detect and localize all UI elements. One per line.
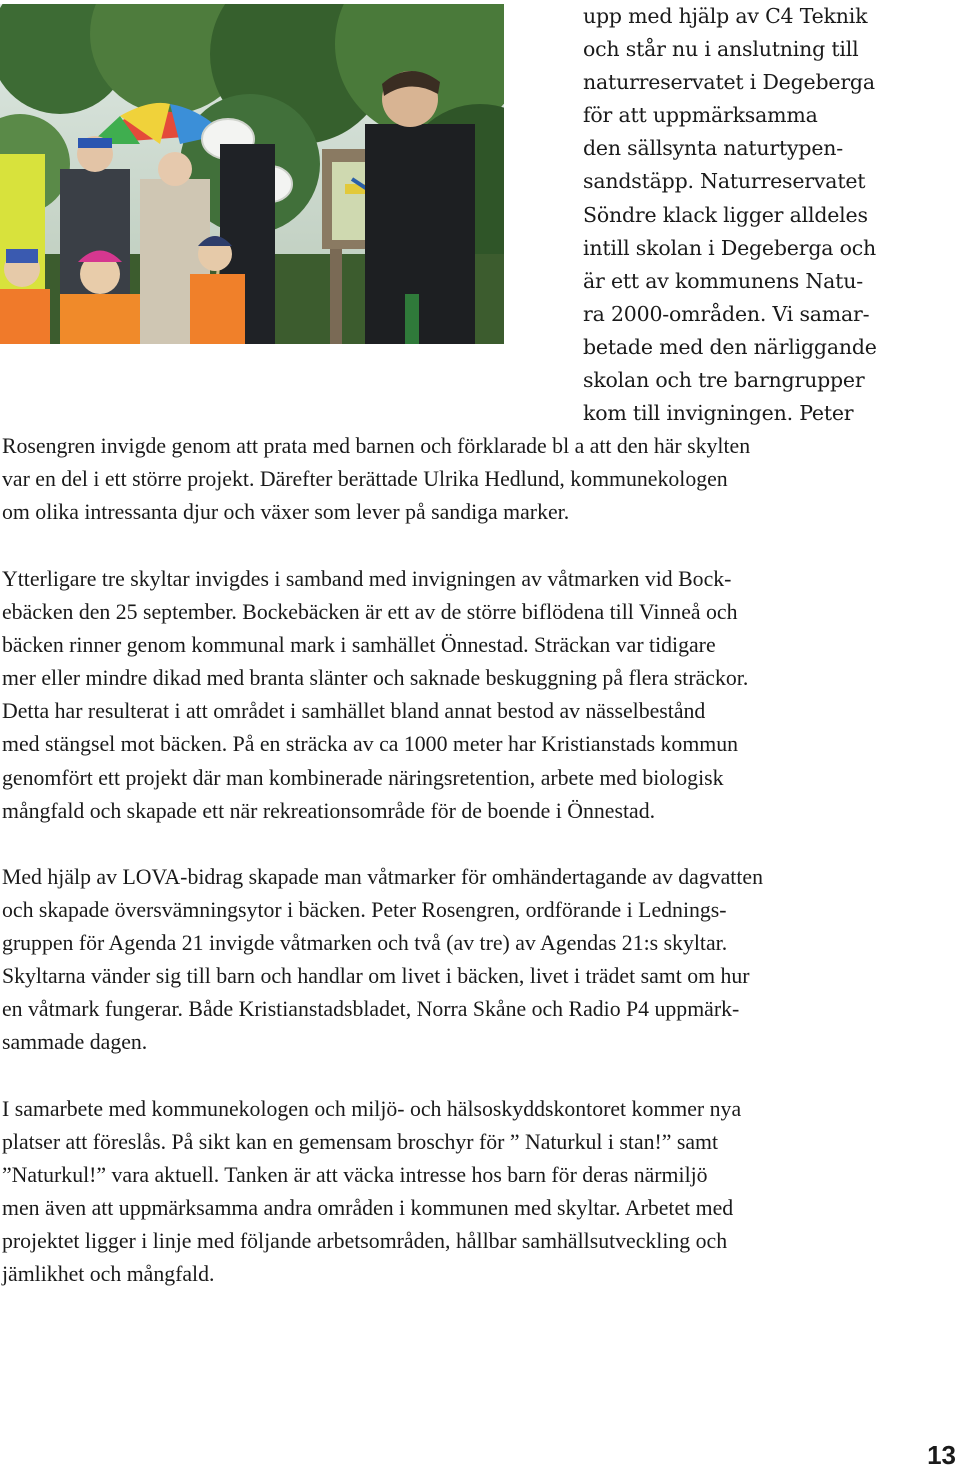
text-line: betade med den närliggande — [583, 334, 877, 359]
text-line: och skapade översvämningsytor i bäcken. Peter Rosengren, ordförande i Lednings- — [2, 898, 727, 923]
text-line: gruppen för Agenda 21 invigde våtmarken och två (av tre) av Agendas 21:s skyltar. — [2, 931, 728, 956]
text-line: kom till invigningen. Peter — [583, 401, 854, 426]
text-line: och står nu i anslutning till — [583, 37, 859, 62]
text-line: genomfört ett projekt där man kombinerade näringsretention, arbete med biologisk — [2, 765, 724, 790]
text-line: med stängsel mot bäcken. På en sträcka av ca 1000 meter har Kristianstads kommun — [2, 732, 739, 757]
text-line: platser att föreslås. På sikt kan en gemensam broschyr för ” Naturkul i stan!” samt — [2, 1130, 719, 1155]
paragraph-1-continuation — [2, 430, 952, 529]
text-line: skolan och tre barngrupper — [583, 368, 865, 393]
text-line: Med hjälp av LOVA-bidrag skapade man våtmarker för omhändertagande av dagvatten — [2, 865, 763, 889]
text-line: ebäcken den 25 september. Bockebäcken är ett av de större biflödena till Vinneå och — [2, 600, 738, 625]
text-line: ”Naturkul!” vara aktuell. Tanken är att väcka intresse hos barn för deras närmiljö — [2, 1163, 708, 1188]
text-line: I samarbete med kommunekologen och miljö- och hälsoskyddskontoret kommer nya — [2, 1097, 742, 1121]
paragraph-1-wrapped-column — [583, 0, 955, 430]
page-number: 13 — [927, 1440, 956, 1470]
text-line: bäcken rinner genom kommunal mark i samhället Önnestad. Sträckan var tidigare — [2, 633, 716, 658]
text-line: sammade dagen. — [2, 1030, 148, 1055]
text-line: den sällsynta naturtypen- — [583, 136, 843, 161]
text-line: för att uppmärksamma — [583, 103, 818, 128]
text-line: Rosengren invigde genom att prata med barnen och förklarade bl a att den här skylten — [2, 434, 751, 458]
paragraph-4 — [2, 1093, 952, 1292]
text-line: ra 2000-områden. Vi samar- — [583, 301, 870, 326]
text-line: naturreservatet i Degeberga — [583, 70, 875, 95]
text-line: sandstäpp. Naturreservatet — [583, 169, 866, 194]
text-line: intill skolan i Degeberga och — [583, 235, 877, 260]
text-line: Detta har resulterat i att området i samhället bland annat bestod av nässelbestånd — [2, 699, 706, 724]
text-line: mångfald och skapade ett när rekreationsområde för de boende i Önnestad. — [2, 798, 656, 823]
text-line: jämlikhet och mångfald. — [2, 1262, 215, 1287]
text-line: mer eller mindre dikad med branta slänter och saknade beskuggning på flera sträckor. — [2, 666, 749, 691]
text-line: men även att uppmärksamma andra områden i kommunen med skyltar. Arbetet med — [2, 1196, 734, 1221]
text-line: Skyltarna vänder sig till barn och handlar om livet i bäcken, livet i trädet samt om hur — [2, 964, 750, 989]
text-line: projektet ligger i linje med följande arbetsområden, hållbar samhällsutveckling och — [2, 1229, 728, 1254]
text-line: var en del i ett större projekt. Därefter berättade Ulrika Hedlund, kommunekologen — [2, 467, 728, 492]
outdoor-group-photo-icon — [0, 4, 504, 344]
text-line: en våtmark fungerar. Både Kristianstadsbladet, Norra Skåne och Radio P4 uppmärk- — [2, 997, 740, 1022]
text-line: upp med hjälp av C4 Teknik — [583, 4, 868, 28]
text-line: är ett av kommunens Natu- — [583, 268, 863, 293]
text-line: Ytterligare tre skyltar invigdes i samband med invigningen av våtmarken vid Bock- — [2, 567, 732, 591]
paragraph-2 — [2, 563, 952, 828]
text-line: Söndre klack ligger alldeles — [583, 202, 868, 227]
text-line: om olika intressanta djur och växer som lever på sandiga marker. — [2, 500, 570, 525]
paragraph-3 — [2, 861, 952, 1060]
